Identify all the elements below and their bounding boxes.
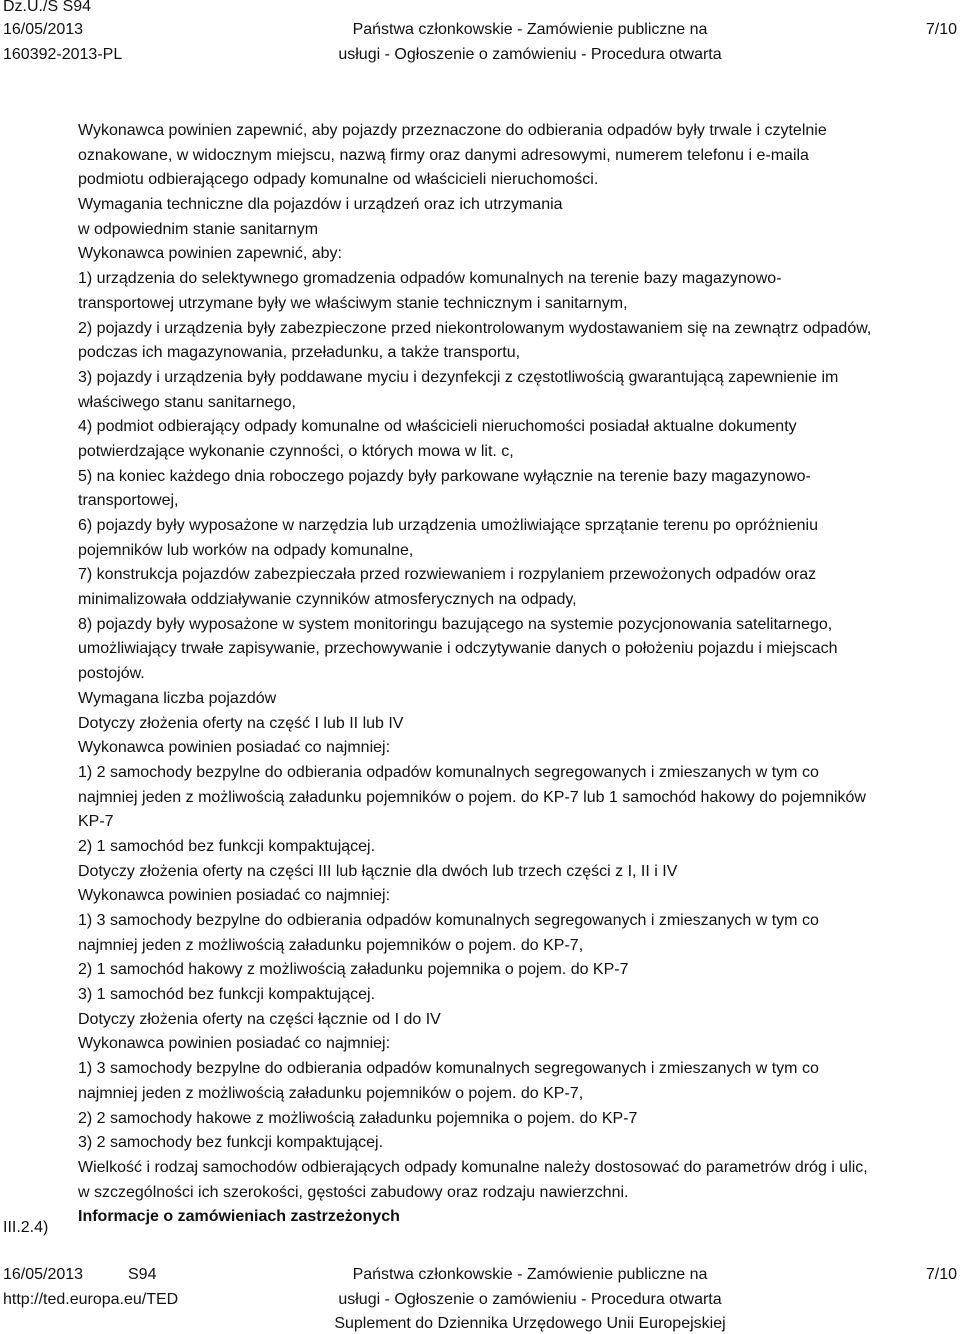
body-text-line: podczas ich magazynowania, przeładunku, a także transportu,: [78, 344, 521, 362]
section-number: III.2.4): [3, 1219, 49, 1236]
body-text-line: postojów.: [78, 665, 145, 683]
body-text-line: w odpowiednim stanie sanitarnym: [78, 220, 319, 238]
body-text-line: Wykonawca powinien posiadać co najmniej:: [78, 739, 391, 757]
body-text-line: 1) 2 samochody bezpylne do odbierania odpadów komunalnych segregowanych i zmieszanych w tym co: [78, 763, 819, 781]
body-text-line: Wykonawca powinien posiadać co najmniej:: [78, 1035, 391, 1053]
footer-title-line2: usługi - Ogłoszenie o zamówieniu - Procedura otwarta: [338, 1291, 722, 1308]
footer-page-number: 7/10: [925, 1266, 957, 1283]
body-text-line: pojemników lub worków na odpady komunalne,: [78, 541, 414, 559]
body-text-line: najmniej jeden z możliwością załadunku pojemników o pojem. do KP-7,: [78, 1084, 584, 1102]
body-text-line: 3) pojazdy i urządzenia były poddawane myciu i dezynfekcji z częstotliwością gwarantującą zapewnienie im: [78, 368, 839, 386]
body-text-line: KP-7: [78, 813, 114, 831]
body-text-line: Wykonawca powinien zapewnić, aby:: [78, 245, 342, 263]
body-text-line: Wykonawca powinien posiadać co najmniej:: [78, 887, 391, 905]
page-footer: [0, 1262, 960, 1334]
section-title: Informacje o zamówieniach zastrzeżonych: [78, 1208, 400, 1226]
body-text-line: 3) 1 samochód bez funkcji kompaktującej.: [78, 986, 376, 1004]
journal-reference: Dz.U./S S94: [3, 0, 92, 15]
header-title-line2: usługi - Ogłoszenie o zamówieniu - Procedura otwarta: [338, 46, 722, 63]
body-text-line: Dotyczy złożenia oferty na części III lub łącznie dla dwóch lub trzech części z I, II i IV: [78, 862, 678, 880]
body-text-line: Wykonawca powinien zapewnić, aby pojazdy przeznaczone do odbierania odpadów były trwale i czytelnie: [78, 122, 827, 139]
body-text-line: 1) 3 samochody bezpylne do odbierania odpadów komunalnych segregowanych i zmieszanych w tym co: [78, 1060, 819, 1078]
header-page-number: 7/10: [925, 21, 957, 38]
page-header: [0, 0, 960, 70]
body-text-line: Wymagana liczba pojazdów: [78, 689, 277, 707]
footer-title-line3: Suplement do Dziennika Urzędowego Unii Europejskiej: [334, 1315, 726, 1332]
body-text-line: 5) na koniec każdego dnia roboczego pojazdy były parkowane wyłącznie na terenie bazy magazynowo-: [78, 467, 811, 485]
body-text-line: minimalizowała oddziaływanie czynników atmosferycznych na odpady,: [78, 591, 577, 609]
body-text-line: 1) urządzenia do selektywnego gromadzenia odpadów komunalnych na terenie bazy magazynowo-: [78, 270, 782, 288]
body-text-line: podmiotu odbierającego odpady komunalne od właścicieli nieruchomości.: [78, 171, 599, 189]
document-id: 160392-2013-PL: [3, 46, 123, 63]
body-text-line: transportowej,: [78, 492, 179, 510]
body-text-line: Wymagania techniczne dla pojazdów i urządzeń oraz ich utrzymania: [78, 196, 563, 214]
body-text-line: 2) 1 samochód bez funkcji kompaktującej.: [78, 837, 376, 855]
body-text-line: właściwego stanu sanitarnego,: [78, 393, 296, 411]
body-text-line: 6) pojazdy były wyposażone w narzędzia lub urządzenia umożliwiające sprzątanie terenu po opróżnieniu: [78, 517, 818, 534]
body-text-line: w szczególności ich szerokości, gęstości zabudowy oraz rodzaju nawierzchni.: [78, 1183, 629, 1201]
body-text-line: 7) konstrukcja pojazdów zabezpieczała przed rozwiewaniem i rozpylaniem przewożonych odpadów oraz: [78, 566, 817, 584]
header-date: 16/05/2013: [3, 21, 84, 38]
body-text-line: 1) 3 samochody bezpylne do odbierania odpadów komunalnych segregowanych i zmieszanych w tym co: [78, 912, 819, 929]
body-text-line: 2) 1 samochód hakowy z możliwością załadunku pojemnika o pojem. do KP-7: [78, 961, 629, 979]
body-text-line: transportowej utrzymane były we właściwym stanie technicznym i sanitarnym,: [78, 294, 628, 312]
body-text-line: 2) 2 samochody hakowe z możliwością załadunku pojemnika o pojem. do KP-7: [78, 1109, 638, 1127]
body-text-line: 8) pojazdy były wyposażone w system monitoringu bazującego na systemie pozycjonowania satelitarnego,: [78, 615, 833, 633]
body-text-line: potwierdzające wykonanie czynności, o których mowa w lit. c,: [78, 442, 514, 460]
body-text-line: najmniej jeden z możliwością załadunku pojemników o pojem. do KP-7 lub 1 samochód hakowy do pojemników: [78, 788, 866, 806]
body-text-line: Dotyczy złożenia oferty na części łącznie od I do IV: [78, 1010, 441, 1028]
body-text-line: 4) podmiot odbierający odpady komunalne od właścicieli nieruchomości posiadał aktualne dokumenty: [78, 418, 797, 436]
footer-url[interactable]: http://ted.europa.eu/TED: [3, 1291, 179, 1308]
header-title-line1: Państwa członkowskie - Zamówienie publiczne na: [352, 21, 708, 38]
body-text-line: umożliwiający trwałe zapisywanie, przechowywanie i odczytywanie danych o położeniu pojazdu i miejscach: [78, 640, 838, 658]
body-text-line: oznakowane, w widocznym miejscu, nazwą firmy oraz danymi adresowymi, numerem telefonu i e-maila: [78, 146, 809, 164]
body-text-line: najmniej jeden z możliwością załadunku pojemników o pojem. do KP-7,: [78, 936, 584, 954]
body-text-line: 2) pojazdy i urządzenia były zabezpieczone przed niekontrolowanym wydostawaniem się na zewnątrz odpadów,: [78, 319, 872, 337]
body-text-line: 3) 2 samochody bez funkcji kompaktującej.: [78, 1134, 384, 1152]
document-body: [78, 119, 956, 1230]
footer-title-line1: Państwa członkowskie - Zamówienie publiczne na: [352, 1266, 708, 1283]
footer-date: 16/05/2013: [3, 1266, 84, 1283]
body-text-line: Wielkość i rodzaj samochodów odbierających odpady komunalne należy dostosować do parametrów dróg i ulic,: [78, 1158, 868, 1176]
footer-issue: S94: [128, 1266, 157, 1283]
body-text-line: Dotyczy złożenia oferty na część I lub II lub IV: [78, 714, 404, 732]
